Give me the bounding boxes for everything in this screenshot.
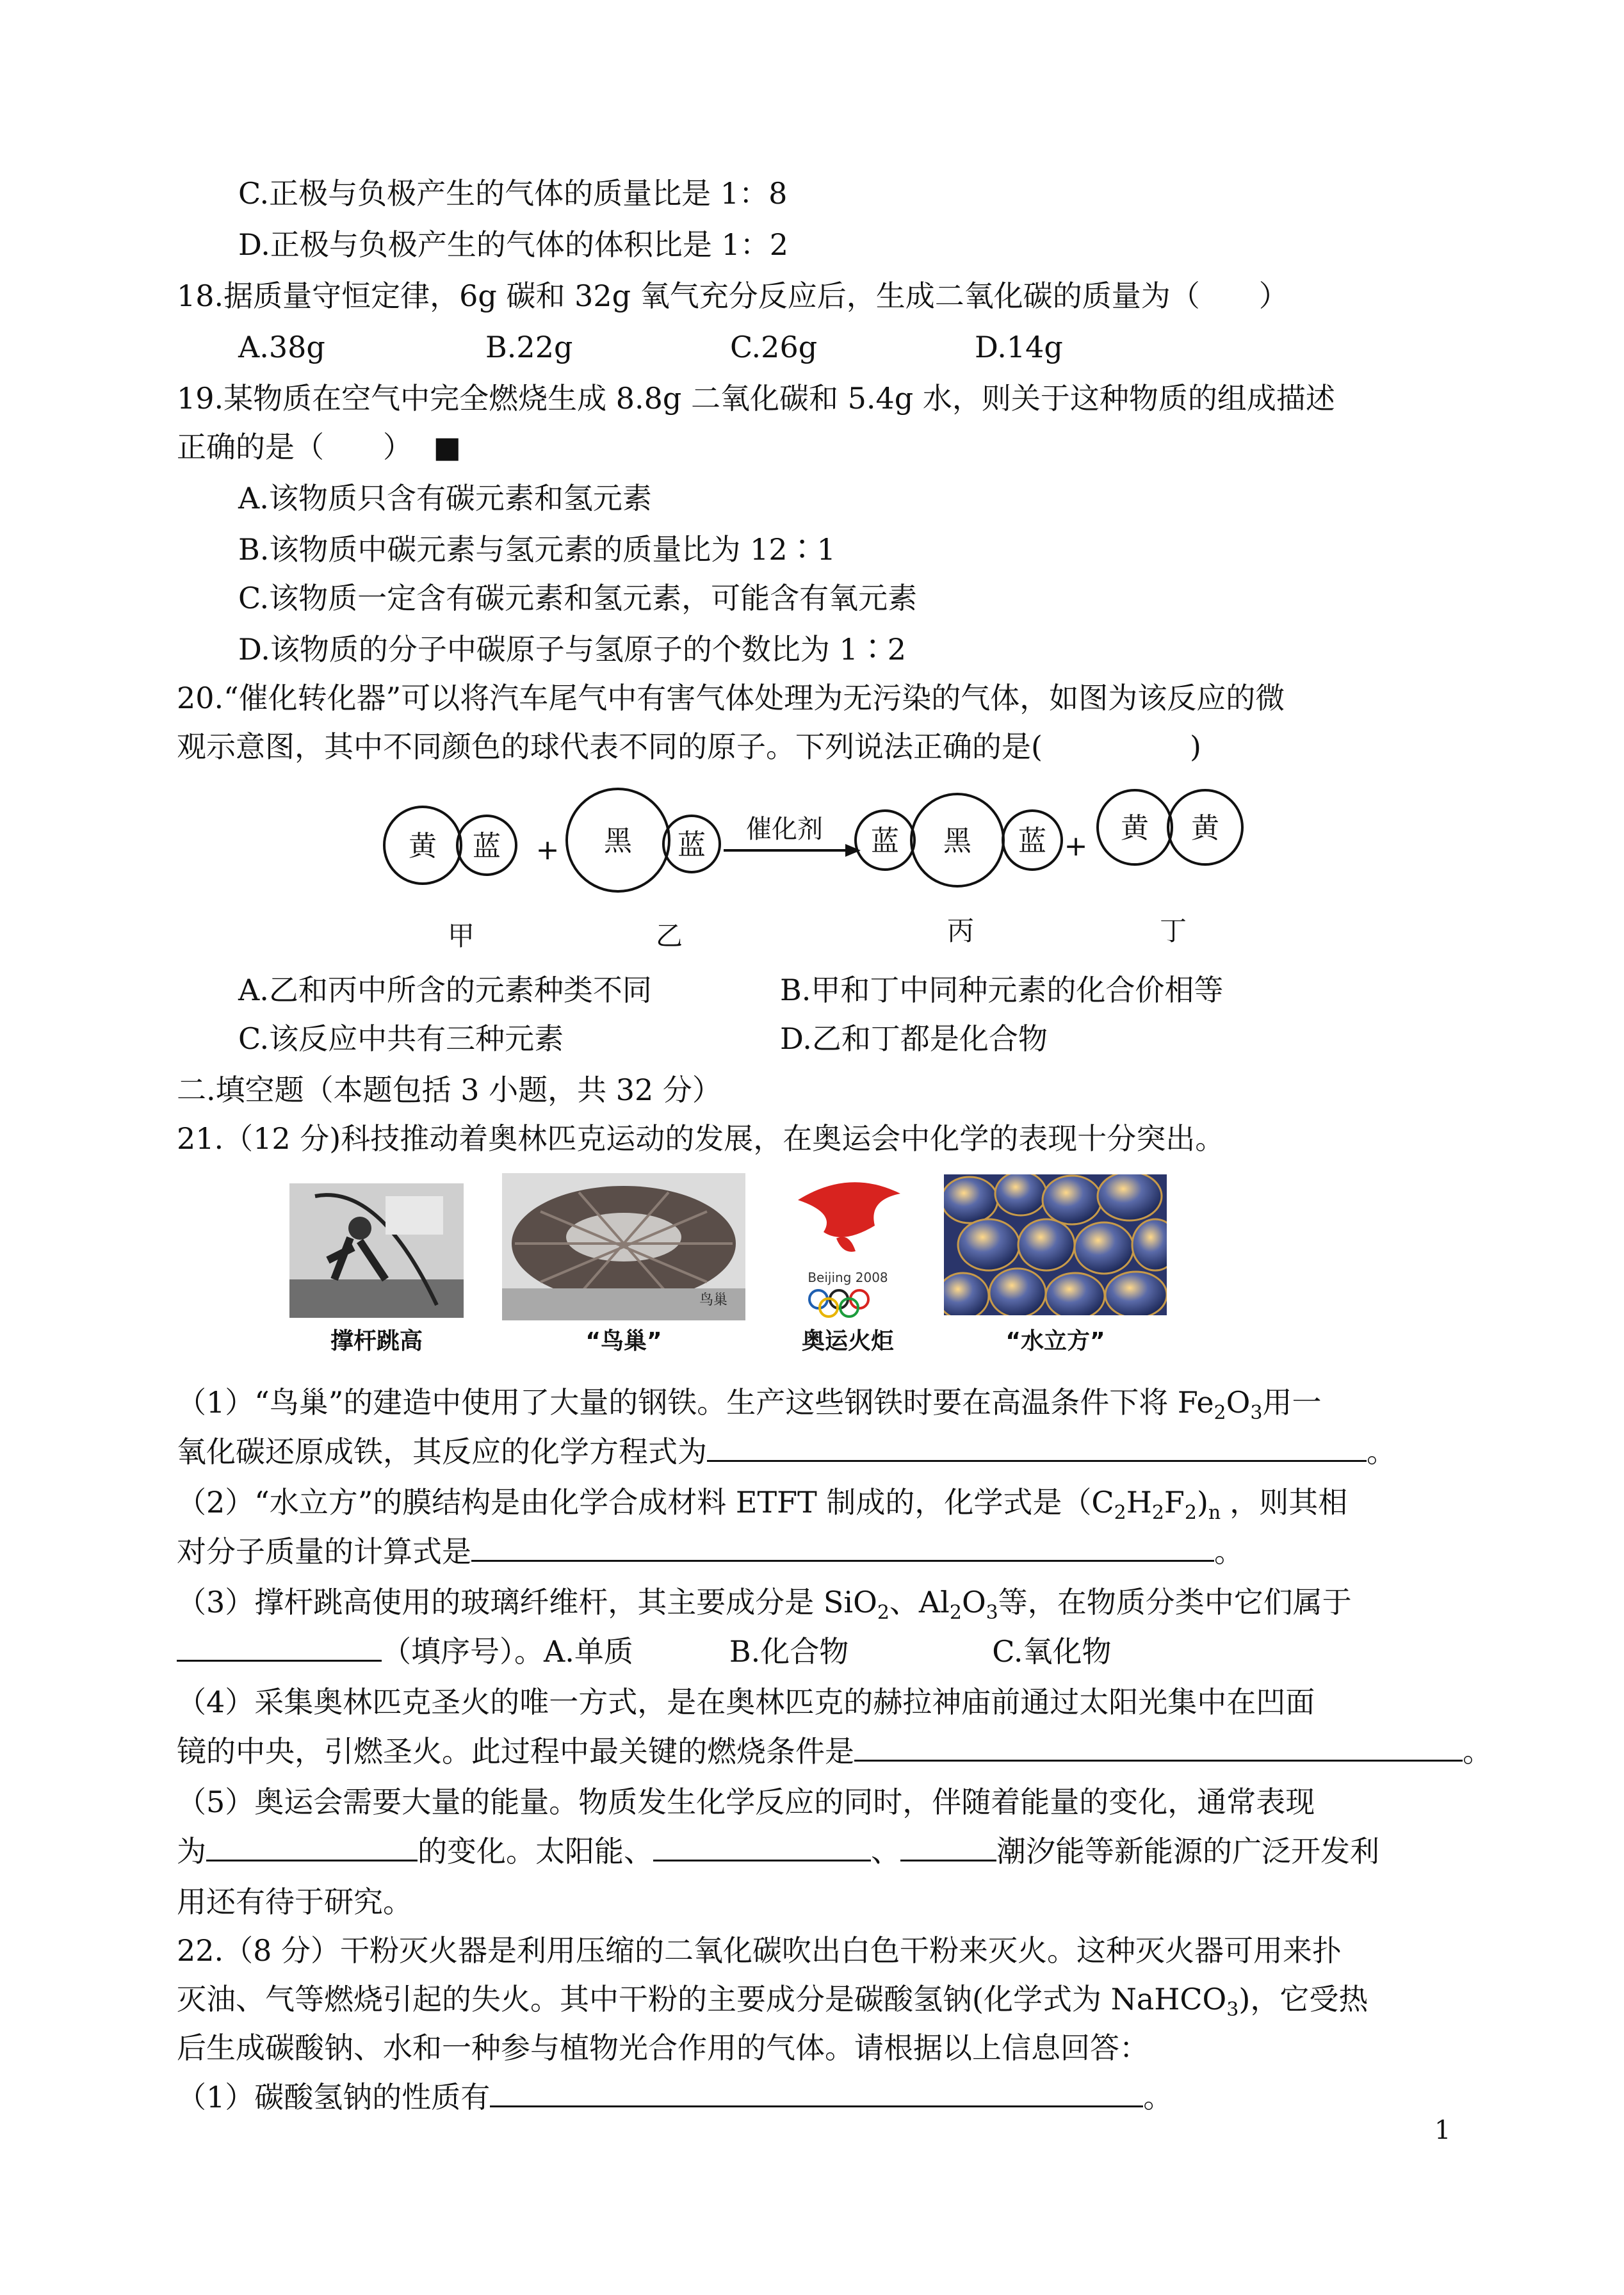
subscript: 3 — [986, 1602, 998, 1625]
q21-part2-text: ，则其相 — [1230, 1485, 1348, 1520]
q21-part3-text: （填序号）。A.单质 — [382, 1634, 633, 1669]
plus-sign: + — [535, 834, 560, 866]
formula-text: O — [1226, 1385, 1251, 1420]
q20-option-a: A.乙和丙中所含的元素种类不同 — [238, 973, 652, 1007]
answer-blank[interactable] — [653, 1831, 871, 1861]
q20-option-d: D.乙和丁都是化合物 — [780, 1021, 1048, 1056]
q22-line1: 22.（8 分）干粉灭火器是利用压缩的二氧化碳吹出白色干粉来灭火。这种灭火器可用来扑 — [177, 1933, 1342, 1968]
q19-stem-text: 正确的是（ ） — [177, 430, 412, 464]
subscript: 2 — [877, 1602, 889, 1625]
q21-part3-option-b: B.化合物 — [729, 1634, 849, 1669]
atom-label-blue: 蓝 — [1018, 825, 1046, 857]
q21-part5-text: 、 — [871, 1834, 900, 1869]
q20-option-c: C.该反应中共有三种元素 — [238, 1021, 564, 1056]
q21-part1-line2 — [177, 1432, 1396, 1471]
q21-part2-text: 对分子质量的计算式是 — [177, 1534, 471, 1569]
q21-part5-line1: （5）奥运会需要大量的能量。物质发生化学反应的同时，伴随着能量的变化，通常表现 — [177, 1785, 1315, 1819]
molecule-label-ding: 丁 — [1159, 915, 1187, 946]
q20-option-b: B.甲和丁中同种元素的化合价相等 — [780, 973, 1224, 1007]
atom-label-yellow: 黄 — [1191, 812, 1219, 845]
q21-part2-line1 — [177, 1483, 1347, 1532]
page-number: 1 — [1434, 2116, 1451, 2145]
caption-birds-nest: “鸟巢” — [585, 1328, 662, 1354]
q19-option-b: B.该物质中碳元素与氢元素的质量比为 12∶1 — [238, 532, 836, 567]
q20-stem-line1: 20.“催化转化器”可以将汽车尾气中有害气体处理为无污染的气体，如图为该反应的微 — [177, 681, 1285, 715]
q18-option-a: A.38g — [238, 330, 325, 364]
q19-option-a: A.该物质只含有碳元素和氢元素 — [238, 481, 652, 515]
subscript: n — [1208, 1502, 1221, 1525]
q17-option-d: D.正极与负极产生的气体的体积比是 1：2 — [238, 227, 789, 262]
q18-option-d: D.14g — [975, 330, 1063, 364]
atom-label-blue: 蓝 — [473, 830, 501, 863]
atom-label-black: 黑 — [943, 825, 971, 857]
q21-part5-line2 — [177, 1831, 1379, 1870]
subscript: 2 — [1184, 1502, 1197, 1525]
q19-option-d: D.该物质的分子中碳原子与氢原子的个数比为 1∶2 — [238, 632, 907, 667]
subscript: 2 — [1114, 1502, 1126, 1525]
answer-blank[interactable] — [490, 2077, 1143, 2107]
subscript: 3 — [1250, 1402, 1263, 1425]
formula-text: ) — [1196, 1485, 1208, 1520]
q21-part4-text: 镜的中央，引燃圣火。此过程中最关键的燃烧条件是 — [177, 1734, 854, 1769]
q21-part3-option-c: C.氧化物 — [992, 1634, 1112, 1669]
q22-part1 — [177, 2077, 1173, 2116]
formula-text: F — [1164, 1485, 1185, 1520]
formula-text: O — [961, 1585, 986, 1619]
q22-part1-end: 。 — [1143, 2080, 1173, 2114]
answer-blank[interactable] — [900, 1831, 996, 1861]
atom-label-yellow: 黄 — [1121, 812, 1149, 845]
q21-part1-text: 用一 — [1262, 1385, 1322, 1420]
atom-label-yellow: 黄 — [409, 830, 437, 863]
q19-mark: ■ — [433, 430, 462, 464]
answer-blank[interactable] — [854, 1731, 1463, 1762]
q21-stem: 21.（12 分)科技推动着奥林匹克运动的发展，在奥运会中化学的表现十分突出。 — [177, 1121, 1225, 1156]
q22-line2 — [177, 1980, 1368, 2029]
q21-part1-text: （1）“鸟巢”的建造中使用了大量的钢铁。生产这些钢铁时要在高温条件下将 Fe — [177, 1385, 1214, 1420]
q22-text: )，它受热 — [1238, 1982, 1368, 2016]
q21-part2-end: 。 — [1214, 1534, 1244, 1569]
q18-option-c: C.26g — [730, 330, 818, 364]
q17-option-c: C.正极与负极产生的气体的质量比是 1：8 — [238, 176, 788, 211]
atom-label-blue: 蓝 — [871, 825, 899, 857]
section-heading-fill-in: 二.填空题（本题包括 3 小题，共 32 分） — [177, 1073, 722, 1107]
q21-part1-line1 — [177, 1383, 1321, 1432]
photo-pole-vault — [289, 1183, 464, 1318]
q18-stem: 18.据质量守恒定律，6g 碳和 32g 氧气充分反应后，生成二氧化碳的质量为（ ） — [177, 279, 1288, 313]
q20-stem-line2: 观示意图，其中不同颜色的球代表不同的原子。下列说法正确的是( ) — [177, 729, 1201, 764]
photo-birds-nest — [502, 1173, 745, 1320]
q21-part5-line3: 用还有待于研究。 — [177, 1885, 412, 1919]
atom-label-blue: 蓝 — [678, 829, 706, 861]
plus-sign: + — [1064, 830, 1088, 863]
q22-line3: 后生成碳酸钠、水和一种参与植物光合作用的气体。请根据以上信息回答： — [177, 2031, 1149, 2065]
formula-text: H — [1126, 1485, 1152, 1520]
q18-option-b: B.22g — [485, 330, 573, 364]
subscript: 3 — [1226, 1999, 1239, 2022]
q19-stem-line1: 19.某物质在空气中完全燃烧生成 8.8g 二氧化碳和 5.4g 水，则关于这种物质的组成描述 — [177, 381, 1335, 416]
q21-part3-line2 — [177, 1632, 1111, 1671]
q21-part1-end: 。 — [1367, 1434, 1396, 1469]
atom-label-black: 黑 — [604, 825, 632, 857]
formula-text: 、Al — [889, 1585, 950, 1619]
answer-blank[interactable] — [206, 1831, 418, 1861]
q21-part5-text: 为 — [177, 1834, 206, 1869]
molecule-label-jia: 甲 — [447, 920, 475, 952]
subscript: 2 — [1214, 1402, 1226, 1425]
photo-nest-tag: 鸟巢 — [699, 1292, 728, 1308]
caption-pole-vault: 撑杆跳高 — [330, 1328, 423, 1354]
q21-part5-text: 的变化。太阳能、 — [418, 1834, 653, 1869]
torch-logo-text: Beijing 2008 — [808, 1270, 888, 1285]
answer-blank[interactable] — [471, 1532, 1214, 1562]
q21-part2-line2 — [177, 1532, 1244, 1571]
molecule-label-bing: 丙 — [946, 915, 975, 946]
q19-stem-line2 — [177, 428, 461, 466]
q21-part4-end: 。 — [1463, 1734, 1492, 1769]
q21-part1-text: 氧化碳还原成铁，其反应的化学方程式为 — [177, 1434, 707, 1469]
catalyst-label: 催化剂 — [746, 815, 823, 844]
answer-blank[interactable] — [177, 1632, 382, 1662]
q21-part4-line1: （4）采集奥林匹克圣火的唯一方式，是在奥林匹克的赫拉神庙前通过太阳光集中在凹面 — [177, 1685, 1315, 1719]
q21-part3-line1 — [177, 1583, 1352, 1632]
q22-text: 灭油、气等燃烧引起的失火。其中干粉的主要成分是碳酸氢钠(化学式为 NaHCO — [177, 1982, 1227, 2016]
caption-olympic-torch: 奥运火炬 — [801, 1328, 894, 1354]
photo-olympic-torch — [772, 1174, 923, 1319]
subscript: 2 — [1151, 1502, 1164, 1525]
photo-water-cube — [944, 1174, 1167, 1315]
reaction-diagram — [359, 781, 1281, 961]
molecule-label-yi: 乙 — [655, 920, 683, 952]
q21-part4-line2 — [177, 1731, 1492, 1771]
q21-part3-text: 等，在物质分类中它们属于 — [998, 1585, 1352, 1619]
q21-part2-text: （2）“水立方”的膜结构是由化学合成材料 ETFT 制成的，化学式是（C — [177, 1485, 1114, 1520]
q21-part5-text: 潮汐能等新能源的广泛开发利 — [996, 1834, 1379, 1869]
caption-water-cube: “水立方” — [1005, 1328, 1105, 1354]
subscript: 2 — [949, 1602, 962, 1625]
q19-option-c: C.该物质一定含有碳元素和氢元素，可能含有氧元素 — [238, 581, 918, 615]
q21-part3-text: （3）撑杆跳高使用的玻璃纤维杆，其主要成分是 SiO — [177, 1585, 877, 1619]
answer-blank[interactable] — [707, 1432, 1367, 1462]
q22-part1-text: （1）碳酸氢钠的性质有 — [177, 2080, 491, 2114]
